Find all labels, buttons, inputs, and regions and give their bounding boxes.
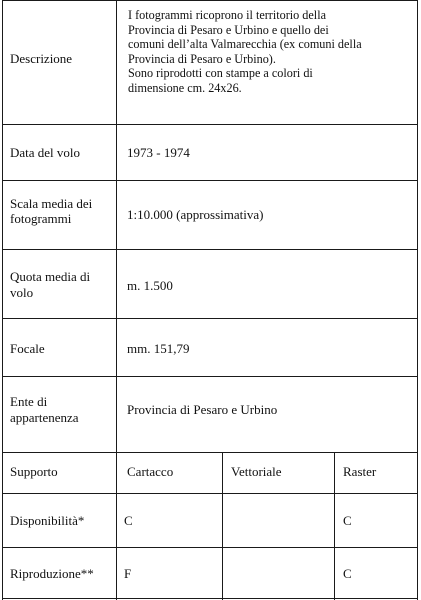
row-divider: [2, 180, 418, 181]
descrizione-label: Descrizione: [10, 51, 73, 66]
focale-label: Focale: [10, 341, 45, 356]
table-column-divider-3: [334, 452, 335, 600]
disponibilita-cartaceo: C: [124, 513, 133, 528]
disponibilita-label: Disponibilità*: [10, 513, 85, 528]
ente-label-line-1: Ente di: [10, 394, 48, 409]
table-column-divider-2: [222, 452, 223, 600]
row-divider: [2, 124, 418, 125]
table-border-left: [2, 0, 3, 600]
table-column-divider: [116, 0, 117, 600]
row-divider: [2, 493, 418, 494]
scala-value: 1:10.000 (approssimativa): [127, 207, 264, 222]
data-volo-value: 1973 - 1974: [127, 145, 190, 160]
quota-label-line-1: Quota media di: [10, 269, 91, 284]
scala-label-line-2: fotogrammi: [10, 211, 72, 226]
row-divider: [2, 547, 418, 548]
ente-value: Provincia di Pesaro e Urbino: [127, 402, 278, 417]
quota-label-line-2: volo: [10, 285, 34, 300]
supporto-cartaceo: Cartacco: [127, 464, 174, 479]
ente-label-line-2: appartenenza: [10, 410, 79, 425]
row-divider: [2, 249, 418, 250]
row-divider: [2, 376, 418, 377]
supporto-vettoriale: Vettoriale: [231, 464, 282, 479]
quota-value: m. 1.500: [127, 278, 173, 293]
riproduzione-cartaceo: F: [124, 566, 132, 581]
riproduzione-raster: C: [343, 566, 352, 581]
scala-label-line-1: Scala media dei: [10, 196, 93, 211]
row-divider: [2, 318, 418, 319]
supporto-raster: Raster: [343, 464, 377, 479]
riproduzione-label: Riproduzione**: [10, 566, 94, 581]
focale-value: mm. 151,79: [127, 341, 190, 356]
table-border-bottom: [2, 598, 418, 599]
descrizione-value: I fotogrammi ricoprono il territorio della Provincia di Pesaro e Urbino e quello dei comuni dell’alta Valmarecchia (ex comuni della Provincia di Pesaro e Urbino). Sono riprodotti con stampe a colori di dimensione cm. 24x26.: [128, 8, 362, 95]
table-border-top: [2, 0, 418, 1]
disponibilita-raster: C: [343, 513, 352, 528]
data-volo-label: Data del volo: [10, 145, 81, 160]
row-divider: [2, 452, 418, 453]
supporto-label: Supporto: [10, 464, 58, 479]
